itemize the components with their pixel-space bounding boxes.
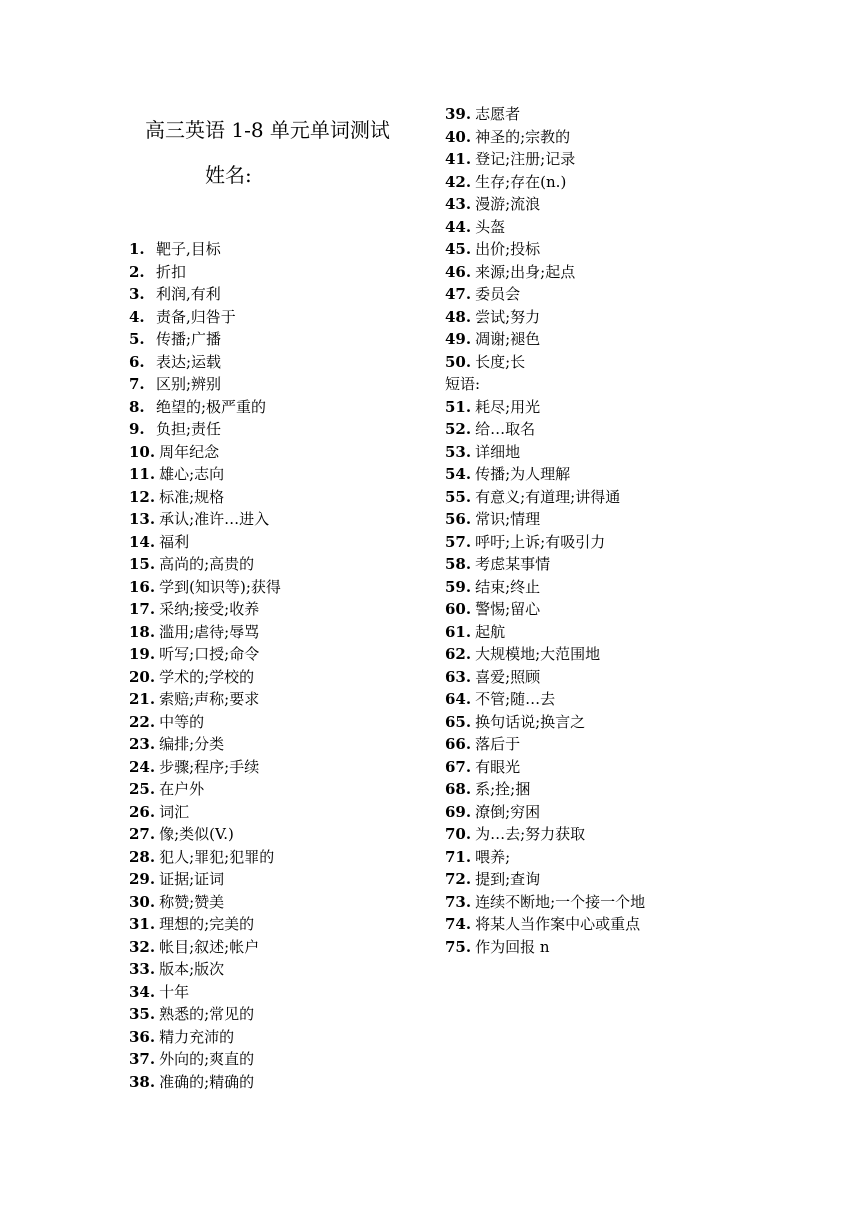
item-number: 23. — [129, 735, 156, 753]
vocab-item — [129, 1048, 281, 1071]
item-text: 有眼光 — [475, 757, 521, 776]
vocab-item — [445, 148, 645, 171]
vocab-item — [445, 576, 645, 599]
item-number: 56. — [445, 510, 472, 528]
item-text: 换句话说;换言之 — [475, 712, 586, 731]
item-number: 60. — [445, 600, 472, 618]
item-text: 传播;广播 — [156, 330, 222, 348]
vocab-item — [129, 486, 281, 509]
page-title: 高三英语 1-8 单元单词测试 — [145, 118, 390, 142]
item-text: 给…取名 — [475, 420, 536, 438]
item-number: 55. — [445, 487, 472, 506]
item-number: 61. — [445, 622, 472, 641]
item-number: 2. — [129, 262, 145, 281]
vocab-item — [445, 193, 645, 216]
item-number: 9. — [129, 420, 145, 438]
item-text: 滥用;虐待;辱骂 — [159, 622, 260, 641]
item-number: 32. — [129, 937, 156, 956]
vocab-item — [129, 666, 281, 689]
item-number: 70. — [445, 825, 472, 843]
vocab-item — [445, 688, 645, 711]
item-text: 考虑某事情 — [475, 555, 551, 573]
vocab-list-left — [129, 238, 281, 1093]
vocab-item — [129, 418, 281, 441]
vocab-item — [129, 553, 281, 576]
item-number: 37. — [129, 1050, 156, 1068]
item-text: 喂养; — [475, 847, 511, 866]
item-text: 靶子,目标 — [156, 240, 221, 258]
vocab-item — [129, 441, 281, 464]
item-text: 短语: — [445, 375, 481, 393]
item-text: 帐目;叙述;帐户 — [159, 937, 260, 956]
item-text: 精力充沛的 — [159, 1027, 235, 1046]
item-number: 40. — [445, 127, 472, 146]
vocab-item — [445, 913, 645, 936]
item-text: 结束;终止 — [475, 577, 541, 596]
vocab-item — [445, 508, 645, 531]
vocab-item — [129, 508, 281, 531]
vocab-item — [445, 666, 645, 689]
vocab-item — [129, 531, 281, 554]
vocab-item — [129, 801, 281, 824]
vocab-item — [445, 306, 645, 329]
item-number: 74. — [445, 915, 472, 933]
name-label: 姓名: — [205, 163, 252, 187]
item-text: 不管;随…去 — [475, 690, 556, 708]
item-number: 33. — [129, 960, 156, 978]
item-text: 委员会 — [475, 285, 521, 303]
vocab-item — [445, 171, 645, 194]
vocab-item — [445, 418, 645, 441]
section-heading — [445, 373, 645, 396]
item-number: 46. — [445, 262, 472, 281]
vocab-item — [445, 778, 645, 801]
item-text: 尝试;努力 — [475, 307, 541, 326]
vocab-item — [445, 396, 645, 419]
item-text: 高尚的;高贵的 — [159, 555, 255, 573]
vocab-item — [445, 733, 645, 756]
vocab-item — [129, 328, 281, 351]
item-number: 49. — [445, 330, 472, 348]
item-text: 来源;出身;起点 — [475, 262, 576, 281]
item-text: 证据;证词 — [159, 870, 225, 888]
item-text: 责备,归咎于 — [156, 307, 236, 326]
vocab-item — [445, 846, 645, 869]
item-number: 53. — [445, 442, 472, 461]
vocab-item — [445, 328, 645, 351]
item-text: 十年 — [159, 982, 190, 1001]
vocab-item — [129, 913, 281, 936]
vocab-item — [129, 868, 281, 891]
item-text: 学术的;学校的 — [159, 667, 255, 686]
item-number: 64. — [445, 690, 472, 708]
item-text: 折扣 — [156, 262, 187, 281]
item-number: 67. — [445, 757, 472, 776]
vocab-item — [129, 778, 281, 801]
item-text: 外向的;爽直的 — [159, 1050, 255, 1068]
item-number: 58. — [445, 555, 472, 573]
item-text: 学到(知识等);获得 — [159, 577, 281, 596]
item-text: 词汇 — [159, 802, 190, 821]
vocab-item — [129, 981, 281, 1004]
vocab-item — [445, 643, 645, 666]
vocab-item — [445, 621, 645, 644]
vocab-item — [445, 463, 645, 486]
item-number: 44. — [445, 217, 472, 236]
vocab-item — [445, 598, 645, 621]
item-number: 59. — [445, 577, 472, 596]
item-number: 19. — [129, 645, 156, 663]
vocab-item — [129, 306, 281, 329]
item-text: 雄心;志向 — [159, 465, 225, 483]
vocab-item — [129, 823, 281, 846]
vocab-item — [445, 486, 645, 509]
item-text: 登记;注册;记录 — [475, 150, 576, 168]
item-text: 落后于 — [475, 735, 521, 753]
item-text: 长度;长 — [475, 352, 526, 371]
item-number: 27. — [129, 825, 156, 843]
item-text: 准确的;精确的 — [159, 1072, 255, 1091]
item-number: 62. — [445, 645, 472, 663]
item-text: 潦倒;穷困 — [475, 802, 541, 821]
item-number: 35. — [129, 1005, 156, 1023]
item-number: 68. — [445, 780, 472, 798]
item-number: 10. — [129, 442, 156, 461]
item-text: 区别;辨别 — [156, 375, 222, 393]
item-text: 大规模地;大范围地 — [475, 645, 601, 663]
item-number: 65. — [445, 712, 472, 731]
item-number: 54. — [445, 465, 472, 483]
vocab-item — [129, 733, 281, 756]
item-number: 4. — [129, 307, 145, 326]
item-text: 负担;责任 — [156, 420, 222, 438]
item-text: 步骤;程序;手续 — [159, 757, 260, 776]
vocab-item — [129, 351, 281, 374]
item-text: 理想的;完美的 — [159, 915, 255, 933]
item-number: 52. — [445, 420, 472, 438]
vocab-item — [129, 1026, 281, 1049]
vocab-item — [129, 463, 281, 486]
item-number: 28. — [129, 847, 156, 866]
vocab-item — [445, 238, 645, 261]
item-text: 志愿者 — [475, 105, 521, 123]
item-text: 喜爱;照顾 — [475, 667, 541, 686]
vocab-item — [129, 846, 281, 869]
vocab-item — [129, 261, 281, 284]
vocab-item — [129, 756, 281, 779]
item-number: 7. — [129, 375, 145, 393]
item-number: 14. — [129, 532, 156, 551]
item-number: 41. — [445, 150, 472, 168]
vocab-item — [129, 936, 281, 959]
vocab-item — [129, 598, 281, 621]
item-text: 索赔;声称;要求 — [159, 690, 260, 708]
item-number: 47. — [445, 285, 472, 303]
item-text: 周年纪念 — [159, 442, 220, 461]
vocab-item — [445, 531, 645, 554]
item-number: 5. — [129, 330, 145, 348]
vocab-item — [445, 103, 645, 126]
item-number: 38. — [129, 1072, 156, 1091]
item-text: 熟悉的;常见的 — [159, 1005, 255, 1023]
item-number: 17. — [129, 600, 156, 618]
vocab-item — [129, 688, 281, 711]
item-text: 中等的 — [159, 712, 205, 731]
item-text: 像;类似(V.) — [159, 825, 234, 843]
item-number: 73. — [445, 892, 472, 911]
vocab-item — [129, 958, 281, 981]
vocab-item — [129, 283, 281, 306]
vocab-item — [445, 823, 645, 846]
item-number: 57. — [445, 532, 472, 551]
vocab-item — [445, 756, 645, 779]
item-number: 31. — [129, 915, 156, 933]
vocab-item — [129, 621, 281, 644]
vocab-item — [445, 216, 645, 239]
item-number: 13. — [129, 510, 156, 528]
item-number: 26. — [129, 802, 156, 821]
item-number: 18. — [129, 622, 156, 641]
item-number: 36. — [129, 1027, 156, 1046]
item-number: 63. — [445, 667, 472, 686]
item-text: 提到;查询 — [475, 870, 541, 888]
item-text: 采纳;接受;收养 — [159, 600, 260, 618]
item-text: 详细地 — [475, 442, 521, 461]
vocab-item — [445, 891, 645, 914]
item-number: 43. — [445, 195, 472, 213]
item-text: 编排;分类 — [159, 735, 225, 753]
item-text: 有意义;有道理;讲得通 — [475, 487, 621, 506]
vocab-item — [129, 238, 281, 261]
item-number: 12. — [129, 487, 156, 506]
item-text: 福利 — [159, 532, 190, 551]
item-text: 警惕;留心 — [475, 600, 541, 618]
vocab-item — [129, 711, 281, 734]
vocab-item — [445, 126, 645, 149]
item-text: 绝望的;极严重的 — [156, 397, 267, 416]
item-number: 15. — [129, 555, 156, 573]
item-text: 呼吁;上诉;有吸引力 — [475, 532, 606, 551]
item-number: 34. — [129, 982, 156, 1001]
vocab-item — [129, 1071, 281, 1094]
item-number: 66. — [445, 735, 472, 753]
vocab-item — [129, 373, 281, 396]
vocab-item — [129, 891, 281, 914]
item-number: 3. — [129, 285, 145, 303]
item-text: 作为回报 n — [475, 937, 550, 956]
item-text: 听写;口授;命令 — [159, 645, 260, 663]
item-number: 72. — [445, 870, 472, 888]
item-text: 将某人当作案中心或重点 — [475, 915, 641, 933]
item-text: 耗尽;用光 — [475, 397, 541, 416]
item-number: 50. — [445, 352, 472, 371]
item-text: 称赞;赞美 — [159, 892, 225, 911]
vocab-item — [445, 868, 645, 891]
item-number: 6. — [129, 352, 145, 371]
item-number: 16. — [129, 577, 156, 596]
item-number: 69. — [445, 802, 472, 821]
vocab-item — [129, 1003, 281, 1026]
item-text: 出价;投标 — [475, 240, 541, 258]
item-text: 连续不断地;一个接一个地 — [475, 892, 646, 911]
item-text: 利润,有利 — [156, 285, 221, 303]
vocab-item — [445, 283, 645, 306]
item-text: 版本;版次 — [159, 960, 225, 978]
item-number: 20. — [129, 667, 156, 686]
item-number: 71. — [445, 847, 472, 866]
vocab-item — [129, 576, 281, 599]
vocab-item — [445, 351, 645, 374]
item-number: 1. — [129, 240, 145, 258]
item-text: 凋谢;褪色 — [475, 330, 541, 348]
item-number: 11. — [129, 465, 156, 483]
item-number: 51. — [445, 397, 472, 416]
item-text: 传播;为人理解 — [475, 465, 571, 483]
item-number: 45. — [445, 240, 472, 258]
item-number: 48. — [445, 307, 472, 326]
item-number: 21. — [129, 690, 156, 708]
item-text: 为…去;努力获取 — [475, 825, 586, 843]
item-number: 22. — [129, 712, 156, 731]
item-number: 8. — [129, 397, 145, 416]
item-text: 常识;情理 — [475, 510, 541, 528]
item-text: 犯人;罪犯;犯罪的 — [159, 847, 275, 866]
item-text: 头盔 — [475, 217, 506, 236]
item-text: 起航 — [475, 622, 506, 641]
item-text: 标准;规格 — [159, 487, 225, 506]
vocab-item — [445, 261, 645, 284]
vocab-item — [445, 936, 645, 959]
item-text: 漫游;流浪 — [475, 195, 541, 213]
vocab-item — [129, 643, 281, 666]
vocab-item — [445, 441, 645, 464]
item-text: 在户外 — [159, 780, 205, 798]
vocab-item — [129, 396, 281, 419]
item-number: 75. — [445, 937, 472, 956]
item-text: 系;拴;捆 — [475, 780, 531, 798]
vocab-item — [445, 553, 645, 576]
vocab-item — [445, 801, 645, 824]
item-number: 30. — [129, 892, 156, 911]
item-number: 42. — [445, 172, 472, 191]
item-number: 24. — [129, 757, 156, 776]
item-text: 生存;存在(n.) — [475, 172, 567, 191]
item-number: 29. — [129, 870, 156, 888]
item-number: 25. — [129, 780, 156, 798]
item-text: 神圣的;宗教的 — [475, 127, 571, 146]
item-text: 表达;运载 — [156, 352, 222, 371]
vocab-list-right — [445, 103, 645, 958]
item-number: 39. — [445, 105, 472, 123]
vocab-item — [445, 711, 645, 734]
item-text: 承认;准许…进入 — [159, 510, 270, 528]
